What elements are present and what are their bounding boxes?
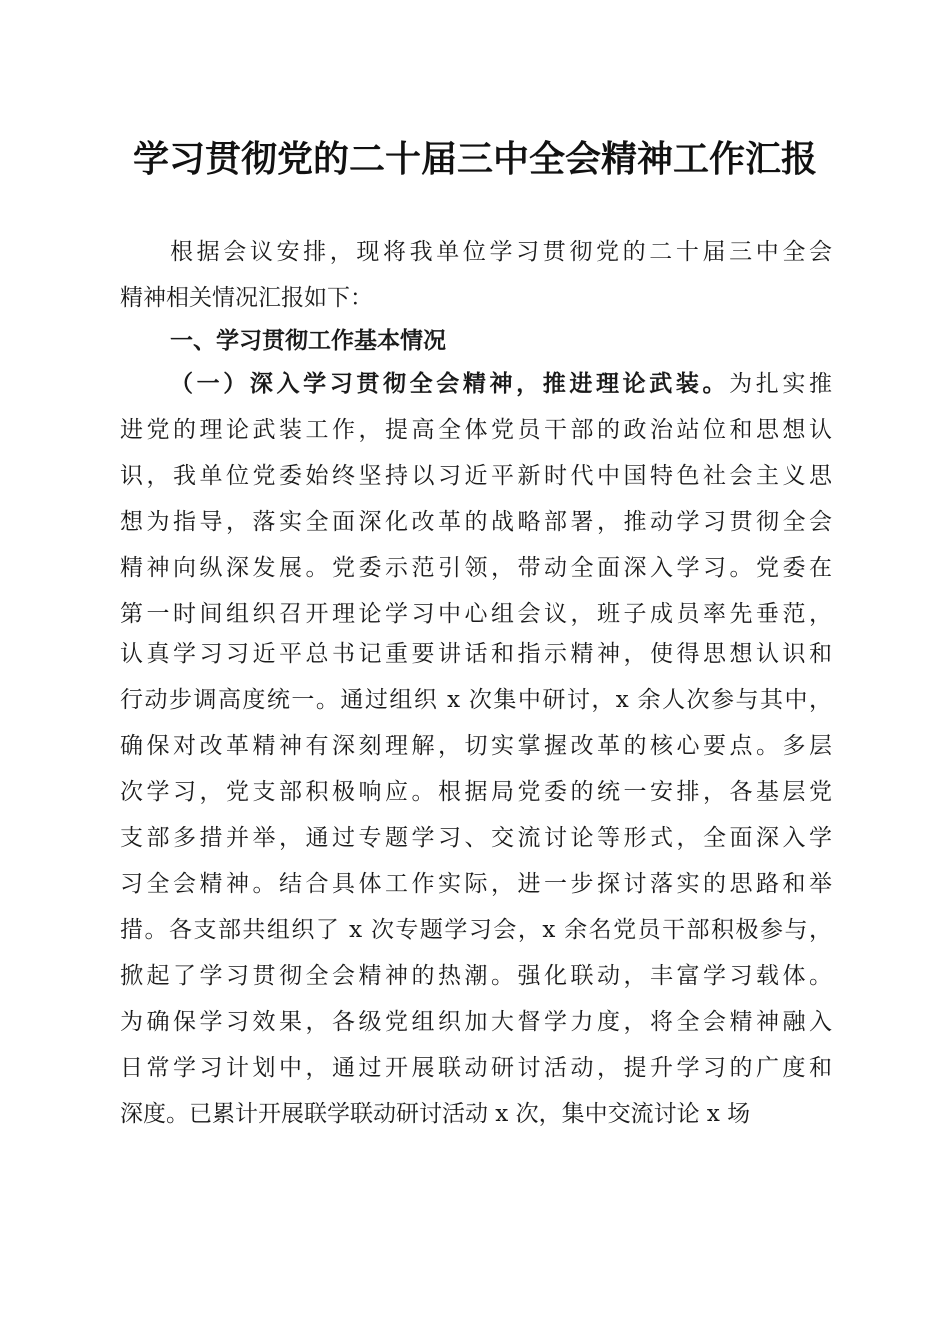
subsection-heading-line bbox=[170, 366, 832, 402]
body-line: 行动步调高度统一。通过组织 x 次集中研讨，x 余人次参与其中， bbox=[120, 687, 832, 713]
body-line: 深度。已累计开展联学联动研讨活动 x 次，集中交流讨论 x 场 bbox=[120, 1101, 751, 1127]
body-line: 进党的理论武装工作，提高全体党员干部的政治站位和思想认 bbox=[120, 417, 832, 443]
body-line: 想为指导，落实全面深化改革的战略部署，推动学习贯彻全会 bbox=[120, 509, 832, 535]
body-line: 次学习，党支部积极响应。根据局党委的统一安排，各基层党 bbox=[120, 779, 832, 805]
body-line: 日常学习计划中，通过开展联动研讨活动，提升学习的广度和 bbox=[120, 1055, 832, 1081]
body-line: 习全会精神。结合具体工作实际，进一步探讨落实的思路和举 bbox=[120, 871, 832, 897]
intro-line-1: 根据会议安排，现将我单位学习贯彻党的二十届三中全会 bbox=[170, 239, 832, 265]
intro-line-2: 精神相关情况汇报如下： bbox=[120, 285, 373, 311]
body-line: 精神向纵深发展。党委示范引领，带动全面深入学习。党委在 bbox=[120, 555, 832, 581]
body-line: 确保对改革精神有深刻理解，切实掌握改革的核心要点。多层 bbox=[120, 733, 832, 759]
document-title: 学习贯彻党的二十届三中全会精神工作汇报 bbox=[132, 139, 817, 180]
body-line: 认真学习习近平总书记重要讲话和指示精神，使得思想认识和 bbox=[120, 641, 832, 667]
body-line: 识，我单位党委始终坚持以习近平新时代中国特色社会主义思 bbox=[120, 463, 832, 489]
subsection-lead: （一）深入学习贯彻全会精神，推进理论武装。 bbox=[170, 370, 730, 397]
body-line: 第一时间组织召开理论学习中心组会议，班子成员率先垂范， bbox=[120, 601, 832, 627]
subsection-lead-rest: 为扎实推 bbox=[729, 371, 832, 397]
body-line: 支部多措并举，通过专题学习、交流讨论等形式，全面深入学 bbox=[120, 825, 832, 851]
body-line: 掀起了学习贯彻全会精神的热潮。强化联动，丰富学习载体。 bbox=[120, 963, 832, 989]
body-line: 为确保学习效果，各级党组织加大督学力度，将全会精神融入 bbox=[120, 1009, 832, 1035]
section-heading-1: 一、学习贯彻工作基本情况 bbox=[170, 328, 446, 354]
body-line: 措。各支部共组织了 x 次专题学习会，x 余名党员干部积极参与， bbox=[120, 917, 832, 943]
